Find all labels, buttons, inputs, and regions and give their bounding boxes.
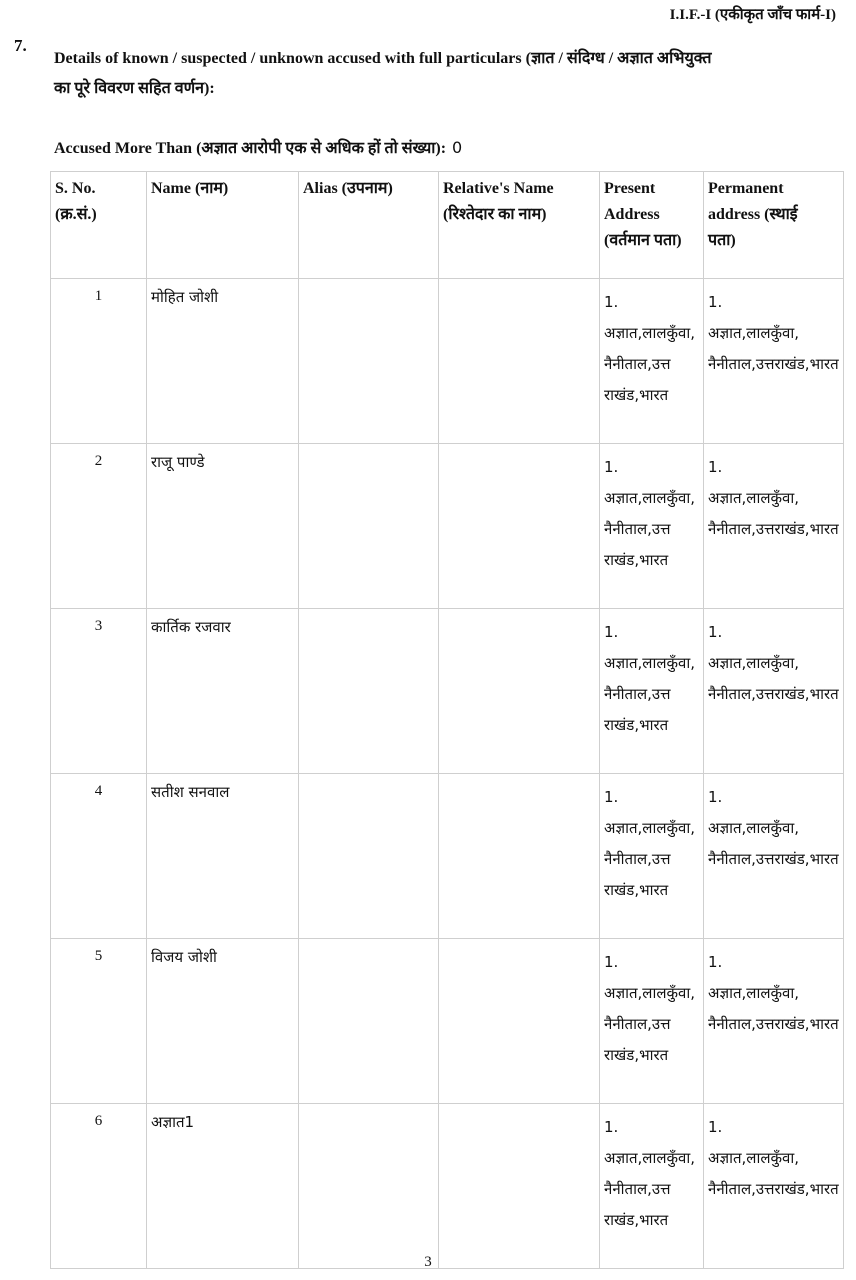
cell-alias — [299, 939, 439, 1104]
cell-relative — [439, 609, 600, 774]
cell-alias — [299, 774, 439, 939]
cell-alias — [299, 609, 439, 774]
cell-alias — [299, 444, 439, 609]
cell-permanent-address: 1. अज्ञात,लालकुँवा,नैनीताल,उत्तराखंड,भारत — [704, 774, 844, 939]
table-row — [51, 444, 844, 609]
section-title — [54, 44, 844, 104]
cell-relative — [439, 1104, 600, 1269]
section-title-line-1: Details of known / suspected / unknown accused with full particulars (ज्ञात / संदिग्ध / अज्ञात अभियुक्त — [54, 50, 712, 67]
cell-name: अज्ञात1 — [147, 1104, 299, 1269]
cell-permanent-address: 1. अज्ञात,लालकुँवा,नैनीताल,उत्तराखंड,भारत — [704, 279, 844, 444]
cell-name: सतीश सनवाल — [147, 774, 299, 939]
table-header-row — [51, 172, 844, 279]
cell-alias — [299, 279, 439, 444]
table-row — [51, 279, 844, 444]
cell-relative — [439, 279, 600, 444]
col-header-permanent-address: Permanent address (स्थाई पता) — [704, 172, 844, 279]
cell-name: विजय जोशी — [147, 939, 299, 1104]
cell-present-address: 1. अज्ञात,लालकुँवा,नैनीताल,उत्तराखंड,भारत — [600, 279, 704, 444]
cell-relative — [439, 444, 600, 609]
accused-table — [50, 171, 844, 1269]
col-header-sno: S. No. (क्र.सं.) — [51, 172, 147, 279]
accused-count-row — [54, 136, 462, 158]
col-header-name: Name (नाम) — [147, 172, 299, 279]
cell-present-address: 1. अज्ञात,लालकुँवा,नैनीताल,उत्तराखंड,भारत — [600, 609, 704, 774]
cell-alias — [299, 1104, 439, 1269]
cell-sno: 4 — [51, 774, 147, 939]
cell-sno: 5 — [51, 939, 147, 1104]
cell-name: राजू पाण्डे — [147, 444, 299, 609]
cell-name: मोहित जोशी — [147, 279, 299, 444]
cell-permanent-address: 1. अज्ञात,लालकुँवा,नैनीताल,उत्तराखंड,भारत — [704, 609, 844, 774]
accused-count-value: 0 — [452, 138, 463, 157]
cell-sno: 2 — [51, 444, 147, 609]
cell-present-address: 1. अज्ञात,लालकुँवा,नैनीताल,उत्तराखंड,भारत — [600, 939, 704, 1104]
cell-sno: 1 — [51, 279, 147, 444]
table-row — [51, 939, 844, 1104]
table-row — [51, 774, 844, 939]
cell-permanent-address: 1. अज्ञात,लालकुँवा,नैनीताल,उत्तराखंड,भारत — [704, 939, 844, 1104]
col-header-relative: Relative's Name (रिश्तेदार का नाम) — [439, 172, 600, 279]
cell-permanent-address: 1. अज्ञात,लालकुँवा,नैनीताल,उत्तराखंड,भारत — [704, 1104, 844, 1269]
cell-permanent-address: 1. अज्ञात,लालकुँवा,नैनीताल,उत्तराखंड,भारत — [704, 444, 844, 609]
cell-present-address: 1. अज्ञात,लालकुँवा,नैनीताल,उत्तराखंड,भारत — [600, 1104, 704, 1269]
col-header-present-address: Present Address (वर्तमान पता) — [600, 172, 704, 279]
cell-sno: 3 — [51, 609, 147, 774]
cell-relative — [439, 939, 600, 1104]
section-title-line-2: का पूरे विवरण सहित वर्णन): — [54, 80, 215, 97]
table-row — [51, 1104, 844, 1269]
cell-relative — [439, 774, 600, 939]
cell-present-address: 1. अज्ञात,लालकुँवा,नैनीताल,उत्तराखंड,भारत — [600, 774, 704, 939]
section-number: 7. — [14, 36, 27, 55]
form-header: I.I.F.-I (एकीकृत जाँच फार्म-I) — [669, 7, 836, 23]
page-number: 3 — [424, 1254, 432, 1270]
accused-count-label: Accused More Than (अज्ञात आरोपी एक से अधिक हों तो संख्या): — [54, 140, 447, 157]
col-header-alias: Alias (उपनाम) — [299, 172, 439, 279]
cell-sno: 6 — [51, 1104, 147, 1269]
cell-present-address: 1. अज्ञात,लालकुँवा,नैनीताल,उत्तराखंड,भारत — [600, 444, 704, 609]
cell-name: कार्तिक रजवार — [147, 609, 299, 774]
table-row — [51, 609, 844, 774]
